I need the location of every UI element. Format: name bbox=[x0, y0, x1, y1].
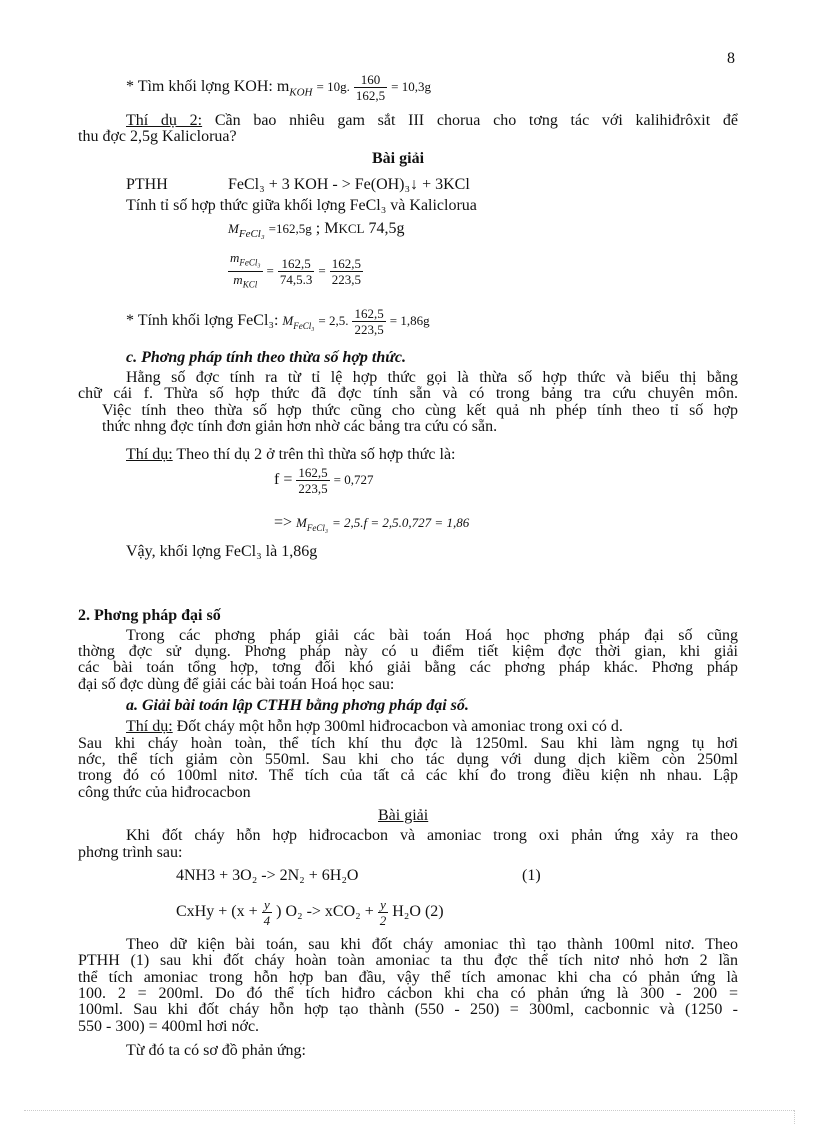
equation-1-number: (1) bbox=[522, 867, 541, 884]
koh-label: * Tìm khối lợng KOH: m bbox=[126, 78, 290, 96]
m-kcl-sub: KCL bbox=[338, 221, 365, 236]
para4-line1: Theo dữ kiện bài toán, sau khi đốt cháy amoniac thì tạo thành 100ml nitơ. Theo bbox=[126, 936, 738, 953]
page-number: 8 bbox=[727, 50, 735, 67]
m-kcl-val: 74,5g bbox=[368, 220, 405, 237]
pthh-equation: FeCl₃ + 3 KOH - > Fe(OH)₃↓ + 3KCl bbox=[228, 176, 470, 193]
f2-m-sub: FeCl₃ bbox=[306, 523, 329, 534]
fecl3-fraction bbox=[352, 306, 385, 337]
fecl3-result: = 1,86g bbox=[389, 313, 430, 328]
para3-line1: Khi đốt cháy hỗn hợp hiđrocacbon và amoniac trong oxi phản ứng xảy ra theo bbox=[126, 827, 738, 844]
fecl3-num: 162,5 bbox=[354, 305, 384, 321]
para1-line2: chữ cái f. Thừa số hợp thức đã đợc tính sẵn và có trong bảng tra cứu chuyên môn. bbox=[78, 385, 738, 402]
f2-m: M bbox=[296, 515, 307, 530]
eq2-f1-den: 4 bbox=[263, 912, 271, 928]
para1-line3: Việc tính theo thừa số hợp thức cũng cho cùng kết quả nh phép tính theo tỉ số hợp bbox=[102, 402, 738, 419]
para4-line3: thể tích amoniac trong hỗn hợp ban đầu, vậy thể tích amonac khi cha có phản ứng là bbox=[78, 969, 738, 986]
eq2-f2-num: y bbox=[380, 896, 386, 912]
eq2-f1-num: y bbox=[263, 896, 270, 912]
m-num-sub: FeCl₃ bbox=[239, 257, 261, 268]
page-footer-divider bbox=[24, 1110, 794, 1111]
fecl3-eq: = 2,5. bbox=[318, 313, 349, 328]
fecl3-m: M bbox=[282, 313, 294, 328]
para2-line4: đại số đợc dùng để giải các bài toán Hoá học sau: bbox=[78, 676, 395, 693]
para5: Từ đó ta có sơ đồ phản ứng: bbox=[126, 1042, 306, 1059]
example2-line1 bbox=[126, 113, 738, 129]
f2-eq: = 2,5.f = 2,5.0,727 = 1,86 bbox=[332, 515, 470, 530]
f-lhs: f = bbox=[274, 471, 293, 488]
m-kcl: M bbox=[324, 220, 339, 237]
f-result: = 0,727 bbox=[333, 472, 374, 487]
example3-text: Theo thí dụ 2 ở trên thì thừa số hợp thức là: bbox=[172, 446, 456, 463]
separator: ; bbox=[315, 220, 321, 237]
example2-line2: thu đợc 2,5g Kaliclorua? bbox=[78, 128, 237, 145]
section-2-title: 2. Phơng pháp đại số bbox=[78, 607, 221, 624]
equation-1: 4NH3 + 3O₂ -> 2N₂ + 6H₂O bbox=[176, 867, 359, 884]
f-fraction bbox=[296, 465, 329, 496]
eq2-fraction-1 bbox=[262, 897, 273, 928]
eq2-part-b: ) O₂ -> xCO₂ + bbox=[276, 903, 374, 920]
page-corner-mark bbox=[794, 1110, 795, 1124]
fecl3-m-sub: FeCl₃ bbox=[293, 321, 315, 332]
r2-den: 223,5 bbox=[331, 271, 361, 287]
m-num: m bbox=[230, 250, 240, 265]
r2-num: 162,5 bbox=[331, 255, 361, 271]
mass-ratio-equation: $\frac{m_{FeCl_3}}{m_{KCl}}$ = $\frac{162,5}{74,5.3}$ = $\frac{162,5}{223,5}$ bbox=[228, 250, 363, 292]
koh-num: 160 bbox=[360, 72, 381, 87]
para4-line2: PTHH (1) sau khi đốt cháy hoàn toàn amoniac ta thu đợc thể tích nitơ nhỏ hơn 2 lần bbox=[78, 952, 738, 969]
section-a-title: a. Giải bài toán lập CTHH bằng phơng pháp đại số. bbox=[126, 697, 469, 714]
eq2-part-c: H₂O (2) bbox=[392, 903, 444, 920]
f-equation bbox=[274, 463, 373, 497]
eq2-f2-den: 2 bbox=[379, 912, 387, 928]
example3 bbox=[126, 447, 456, 463]
r1-num: 162,5 bbox=[281, 255, 311, 271]
example4-line4: trong đó có 100ml nitơ. Thể tích của tất cả các khí đo trong điều kiện nh nhau. Lập bbox=[78, 767, 738, 784]
molar-mass-line bbox=[228, 221, 404, 242]
fecl3-den: 223,5 bbox=[354, 321, 384, 337]
eq2-part-a: CxHy + (x + bbox=[176, 903, 258, 920]
para1-line1: Hằng số đợc tính ra từ tỉ lệ hợp thức gọi là thừa số hợp thức và biểu thị bằng bbox=[126, 369, 738, 386]
ratio-fraction-2 bbox=[330, 256, 363, 287]
para2-line2: thờng đợc sử dụng. Phơng pháp này có u điểm tiết kiệm đợc thời gian, khi giải bbox=[78, 643, 738, 660]
example4-line3: nớc, thể tích giảm còn 550ml. Sau khi cho tác dụng với dung dịch kiềm còn 250ml bbox=[78, 751, 738, 768]
m-fecl3: M bbox=[228, 221, 239, 236]
para2-line3: các bài toán tổng hợp, tơng đối khó giải bằng các phơng pháp khác. Phơng pháp bbox=[78, 659, 738, 676]
m-fecl3-val: =162,5g bbox=[268, 221, 312, 236]
solution-title-2: Bài giải bbox=[378, 807, 429, 824]
f-den: 223,5 bbox=[298, 480, 328, 496]
example4-text1: Đốt cháy một hỗn hợp 300ml hiđrocacbon và amoniac trong oxi có d. bbox=[172, 718, 623, 735]
example4-line2: Sau khi cháy hoàn toàn, thể tích khí thu đợc là 1250ml. Sau khi làm ngng tụ hơi bbox=[78, 735, 738, 752]
eq2-fraction-2 bbox=[378, 897, 389, 928]
fecl3-label: * Tính khối lợng FeCl₃: bbox=[126, 312, 279, 329]
equation-2 bbox=[176, 893, 444, 931]
ratio-text: Tính tỉ số hợp thức giữa khối lợng FeCl₃ và Kaliclorua bbox=[126, 197, 477, 214]
koh-eq: = 10g. bbox=[316, 79, 350, 95]
example2-label: Thí dụ 2: bbox=[126, 112, 203, 129]
example2-text1: Cần bao nhiêu gam sắt III chorua cho tơng tác với kalihiđrôxit để bbox=[202, 112, 739, 129]
para4-line4: 100. 2 = 200ml. Do đó thể tích hiđro cácbon khi cha có phản ứng là 300 - 200 = bbox=[78, 985, 738, 1002]
mass-ratio-fraction bbox=[228, 250, 263, 292]
conclusion: Vậy, khối lợng FeCl₃ là 1,86g bbox=[126, 543, 318, 560]
para4-line5: 100ml. Sau khi đốt cháy hỗn hợp tạo thành (550 - 250) = 300ml, cacbonnic và (1250 - bbox=[78, 1001, 738, 1018]
para1-line4: thức nhng đợc tính đơn giản hơn nhờ các bảng tra cứu có sẵn. bbox=[102, 418, 498, 435]
m-den-sub: KCl bbox=[242, 279, 258, 290]
para4-line6: 550 - 300) = 400ml hơi nớc. bbox=[78, 1018, 260, 1035]
koh-sub: KOH bbox=[289, 86, 313, 99]
example4-line5: công thức của hiđrocacbon bbox=[78, 784, 251, 801]
section-c-title: c. Phơng pháp tính theo thừa số hợp thức. bbox=[126, 349, 406, 366]
example3-label: Thí dụ: bbox=[126, 446, 173, 463]
f2-arrow: => bbox=[274, 514, 293, 531]
ratio-fraction-1 bbox=[278, 256, 315, 287]
para3-line2: phơng trình sau: bbox=[78, 844, 183, 861]
m-fecl3-sub: FeCl₃ bbox=[238, 228, 265, 241]
example4-label: Thí dụ: bbox=[126, 718, 173, 735]
para2-line1: Trong các phơng pháp giải các bài toán Hoá học phơng pháp đại số cũng bbox=[126, 627, 738, 644]
f-num: 162,5 bbox=[298, 464, 328, 480]
example4-line1 bbox=[126, 719, 623, 735]
m-den: m bbox=[233, 271, 243, 287]
r1-den: 74,5.3 bbox=[279, 271, 313, 287]
koh-fraction bbox=[354, 72, 387, 103]
koh-den: 162,5 bbox=[355, 88, 386, 103]
f2-equation bbox=[274, 515, 469, 536]
solution-title-1: Bài giải bbox=[372, 150, 425, 167]
koh-result: = 10,3g bbox=[391, 79, 431, 95]
koh-mass-line bbox=[126, 72, 431, 107]
pthh-label: PTHH bbox=[126, 176, 168, 193]
fecl3-mass-line bbox=[126, 304, 430, 343]
